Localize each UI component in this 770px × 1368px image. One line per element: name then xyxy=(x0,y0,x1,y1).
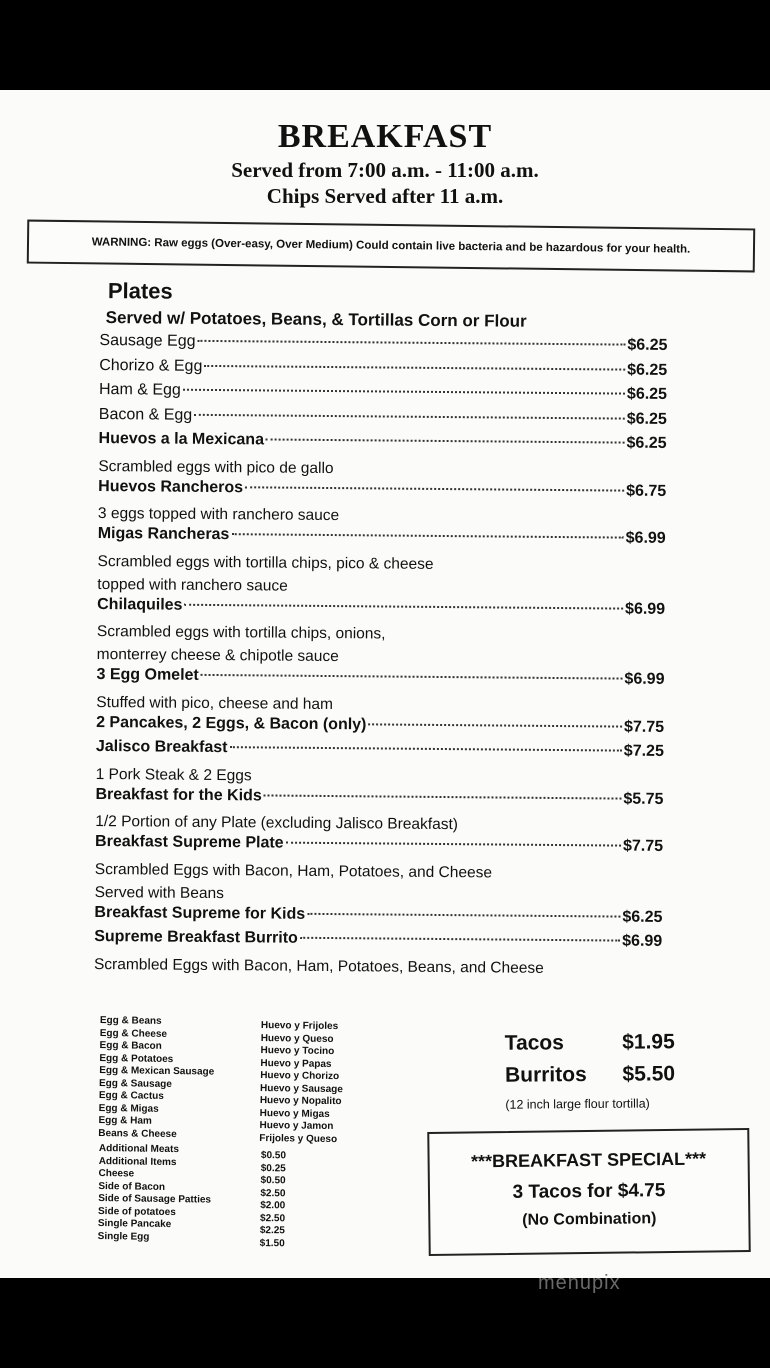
item-name: Bacon & Egg xyxy=(98,405,193,424)
item-name: 3 Egg Omelet xyxy=(96,665,199,684)
filling-item: Egg & Beans xyxy=(99,1015,162,1027)
item-name: Migas Rancheras xyxy=(97,524,230,544)
filling-item: Huevo y Chorizo xyxy=(260,1069,340,1083)
item-description: Scrambled Eggs with Bacon, Ham, Potatoes, Beans, and Cheese xyxy=(93,955,544,977)
watermark: menupix xyxy=(538,1272,621,1294)
extra-price: $0.50 xyxy=(260,1150,287,1162)
burritos-label: Burritos xyxy=(504,1063,587,1087)
fillings-english xyxy=(98,1015,215,1142)
item-description: Stuffed with pico, cheese and ham xyxy=(96,693,334,713)
burritos-note: (12 inch large flour tortilla) xyxy=(505,1096,650,1112)
item-name: Sausage Egg xyxy=(99,331,196,350)
plates-list xyxy=(94,332,668,980)
filling-item: Egg & Migas xyxy=(98,1102,159,1115)
extra-name: Cheese xyxy=(98,1167,135,1180)
filling-item: Beans & Cheese xyxy=(98,1127,177,1140)
item-name: Breakfast Supreme for Kids xyxy=(94,903,306,923)
item-description: monterrey cheese & chipotle sauce xyxy=(96,645,339,666)
item-name: 2 Pancakes, 2 Eggs, & Bacon (only) xyxy=(96,713,367,733)
item-description: 1 Pork Steak & 2 Eggs xyxy=(95,765,252,784)
item-price: $6.25 xyxy=(627,361,668,379)
extra-name: Side of Sausage Patties xyxy=(98,1192,212,1206)
tacos-burritos-prices xyxy=(505,1030,676,1111)
dot-leader xyxy=(185,603,624,609)
special-offer: 3 Tacos for $4.75 xyxy=(512,1180,666,1203)
item-price: $6.99 xyxy=(625,529,666,547)
item-description: Scrambled eggs with pico de gallo xyxy=(98,457,334,477)
filling-item: Egg & Mexican Sausage xyxy=(99,1064,215,1078)
item-name: Breakfast for the Kids xyxy=(95,785,262,804)
item-price: $7.25 xyxy=(623,742,664,760)
extra-price: $2.25 xyxy=(259,1224,285,1237)
special-note: (No Combination) xyxy=(522,1210,657,1229)
item-description: Served with Beans xyxy=(94,883,224,902)
extra-price: $1.50 xyxy=(259,1237,285,1249)
section-title: Plates xyxy=(107,278,173,304)
dot-leader xyxy=(307,912,620,917)
extra-price: $0.25 xyxy=(260,1162,286,1174)
filling-item: Huevo y Tocino xyxy=(260,1044,335,1058)
extra-name: Additional Items xyxy=(98,1155,177,1168)
dot-leader xyxy=(198,340,626,346)
filling-item: Huevo y Migas xyxy=(259,1107,330,1120)
warning-box xyxy=(27,220,755,273)
extras-prices xyxy=(260,1150,286,1250)
filling-item: Egg & Cheese xyxy=(99,1027,168,1040)
dot-leader xyxy=(230,746,622,751)
item-name: Chilaquiles xyxy=(97,595,183,614)
menu-page xyxy=(0,90,770,1278)
service-hours: Served from 7:00 a.m. - 11:00 a.m. xyxy=(231,158,539,182)
extra-price: $2.50 xyxy=(260,1187,286,1199)
extra-name: Additional Meats xyxy=(98,1143,180,1156)
dot-leader xyxy=(245,486,624,491)
item-price: $6.25 xyxy=(626,410,667,428)
filling-item: Egg & Ham xyxy=(98,1114,152,1127)
item-price: $5.75 xyxy=(623,790,664,808)
extra-name: Single Pancake xyxy=(97,1217,172,1231)
item-price: $6.99 xyxy=(622,932,663,950)
item-price: $7.75 xyxy=(623,718,665,736)
page-title: BREAKFAST xyxy=(277,118,493,155)
dot-leader xyxy=(183,389,625,395)
burritos-price: $5.50 xyxy=(622,1062,676,1086)
filling-item: Egg & Sausage xyxy=(98,1077,172,1090)
item-price: $6.99 xyxy=(625,600,666,618)
plates-section xyxy=(94,278,668,980)
dot-leader xyxy=(201,674,623,680)
extra-price: $0.50 xyxy=(260,1174,286,1187)
extra-name: Side of Bacon xyxy=(98,1180,166,1193)
item-name: Ham & Egg xyxy=(98,380,181,399)
filling-item: Frijoles y Queso xyxy=(259,1132,338,1145)
item-name: Breakfast Supreme Plate xyxy=(95,832,284,852)
dot-leader xyxy=(266,438,625,443)
filling-item: Huevo y Jamon xyxy=(259,1119,334,1133)
special-title: ***BREAKFAST SPECIAL*** xyxy=(470,1148,707,1172)
item-name: Jalisco Breakfast xyxy=(95,737,228,757)
dot-leader xyxy=(204,364,625,370)
item-name: Chorizo & Egg xyxy=(99,356,203,375)
breakfast-special-box xyxy=(427,1128,750,1256)
item-description: Scrambled eggs with tortilla chips, pico & cheese xyxy=(97,552,434,573)
dot-leader xyxy=(286,842,621,847)
item-price: $6.25 xyxy=(626,385,668,403)
tacos-row xyxy=(505,1030,675,1063)
dot-leader xyxy=(300,937,620,942)
burritos-row xyxy=(505,1062,675,1095)
filling-item: Huevo y Queso xyxy=(260,1032,334,1045)
tacos-price: $1.95 xyxy=(622,1030,675,1054)
extra-price: $2.50 xyxy=(259,1212,286,1224)
dot-leader xyxy=(264,794,622,799)
extra-price: $2.00 xyxy=(260,1199,286,1212)
filling-item: Huevo y Frijoles xyxy=(260,1020,339,1033)
filling-item: Huevo y Papas xyxy=(260,1057,332,1070)
item-name: Huevos a la Mexicana xyxy=(98,429,265,449)
item-price: $6.25 xyxy=(622,908,663,926)
item-description: Scrambled Eggs with Bacon, Ham, Potatoes, and Cheese xyxy=(94,860,493,881)
item-name: Huevos Rancheros xyxy=(98,477,244,496)
filling-item: Egg & Cactus xyxy=(98,1089,164,1102)
warning-text: WARNING: Raw eggs (Over-easy, Over Medium) Could contain live bacteria and be hazardous for your health. xyxy=(91,236,691,256)
item-price: $6.25 xyxy=(627,336,668,354)
item-price: $7.75 xyxy=(622,837,664,855)
item-name: Supreme Breakfast Burrito xyxy=(94,927,298,947)
filling-item: Huevo y Nopalito xyxy=(259,1094,342,1108)
fillings-spanish xyxy=(259,1020,344,1146)
chips-note: Chips Served after 11 a.m. xyxy=(266,184,504,208)
extras-names xyxy=(98,1143,212,1245)
extra-name: Single Egg xyxy=(97,1230,150,1243)
dot-leader xyxy=(231,533,623,538)
item-description: 1/2 Portion of any Plate (excluding Jalisco Breakfast) xyxy=(95,812,459,834)
filling-item: Egg & Bacon xyxy=(99,1039,162,1052)
item-price: $6.75 xyxy=(626,482,667,500)
item-description: topped with ranchero sauce xyxy=(97,575,288,595)
tacos-label: Tacos xyxy=(504,1031,564,1055)
dot-leader xyxy=(368,723,622,727)
dot-leader xyxy=(194,413,625,419)
filling-item: Egg & Potatoes xyxy=(99,1052,174,1065)
item-description: 3 eggs topped with ranchero sauce xyxy=(97,504,340,525)
item-price: $6.25 xyxy=(626,434,667,452)
extra-name: Side of potatoes xyxy=(97,1205,176,1218)
item-description: Scrambled eggs with tortilla chips, onions, xyxy=(96,622,386,643)
section-subtitle: Served w/ Potatoes, Beans, & Tortillas Corn or Flour xyxy=(105,308,527,331)
filling-item: Huevo y Sausage xyxy=(259,1082,343,1095)
item-price: $6.99 xyxy=(624,670,665,688)
